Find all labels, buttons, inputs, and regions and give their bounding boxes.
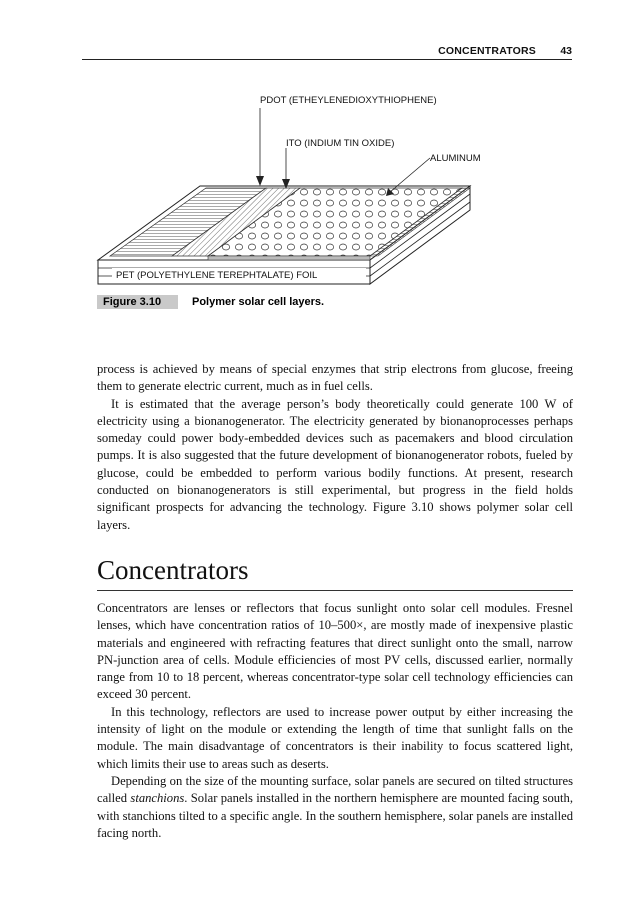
paragraph: process is achieved by means of special enzymes that strip electrons from glucose, freeing them to generate electric current, much as in fuel cells. (97, 362, 573, 394)
callout-pet: PET (POLYETHYLENE TEREPHTALATE) FOIL (116, 270, 318, 281)
running-head (82, 42, 572, 58)
italic-term: stanchions (130, 791, 185, 806)
paragraph (97, 773, 573, 842)
figure-label: Figure 3.10 (97, 295, 178, 309)
section-heading: Concentrators (97, 552, 573, 591)
figure-caption (97, 295, 324, 311)
page-number: 43 (560, 45, 572, 57)
callout-pdot: PDOT (ETHEYLENEDIOXYTHIOPHENE) (260, 95, 437, 106)
paragraph: Concentrators are lenses or reflectors that focus sunlight onto solar cell modules. Fresnel lenses, which have concentration ratios of 10–500×, are mostly made of inexpensive plastic materials and engineered with refracting features that direct sunlight onto the small, narrow PN-junction area of cells. Module efficiencies of most PV cells, discussed earlier, normally range from 10 to 18 percent, whereas concentrator-type solar cell technology efficiencies can exceed 30 percent. (97, 601, 573, 702)
text-run: Depending on the size of the mounting surface, solar panels are secured on tilted structures called (97, 773, 573, 806)
figure-caption-text: Polymer solar cell layers. (192, 296, 325, 308)
callout-aluminum: ALUMINUM (430, 153, 481, 164)
solar-cell-diagram (90, 88, 510, 303)
text-run: . Solar panels installed in the northern hemisphere are mounted facing south, with stanchions tilted to a specific angle. In the southern hemisphere, solar panels are installed facing north. (97, 791, 573, 840)
aluminum-front (208, 256, 370, 260)
header-rule (82, 59, 572, 60)
paragraph: In this technology, reflectors are used to increase power output by either increasing the intensity of light on the module or extending the length of time that sunlight falls on the module. The main disadvantage of concentrators is their inability to focus scattered light, which limits their use to areas such as deserts. (97, 704, 573, 771)
running-head-title: CONCENTRATORS (438, 45, 536, 57)
paragraph: It is estimated that the average person’s body theoretically could generate 100 W of electricity using a bionanogenerator. The electricity generated by bionanoprocesses perhaps someday could power body-embedded devices such as pacemakers and blood circulation pumps. It is also suggested that the future development of bionanogenerator robots, fueled by glucose, could be embedded to perform various bodily functions. At present, research conducted on bionanogenerators is still experimental, but progress in the field holds significant prospects for advancing the technology. Figure 3.10 shows polymer solar cell layers. (97, 396, 573, 532)
figure-polymer-solar-cell (90, 88, 510, 303)
callout-ito: ITO (INDIUM TIN OXIDE) (286, 138, 395, 149)
section-body (97, 600, 573, 842)
body-text-top (97, 361, 573, 534)
